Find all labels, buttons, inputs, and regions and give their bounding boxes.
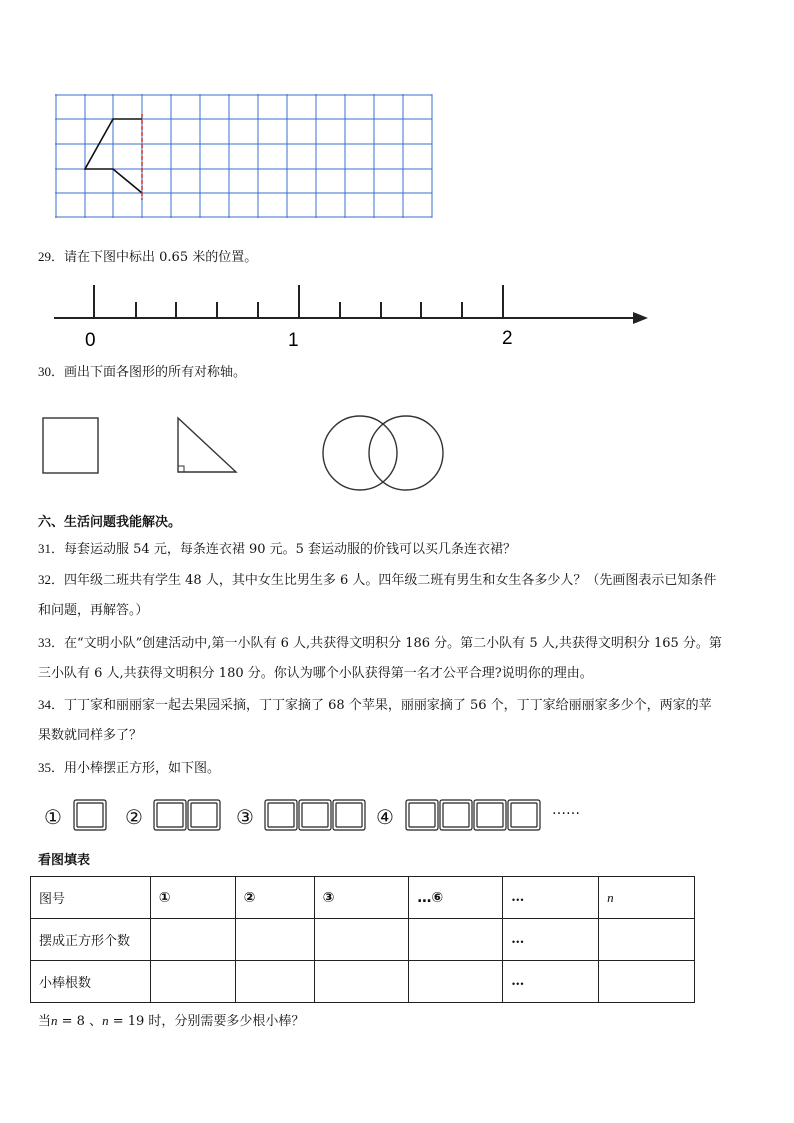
table-cell[interactable]	[150, 919, 235, 961]
numberline-label-1: 1	[288, 330, 299, 351]
grid-figure	[55, 94, 433, 218]
table-row-label: 小棒根数	[31, 961, 151, 1003]
final-question: 当n = 8 、n = 19 时，分别需要多少根小棒？	[38, 1013, 305, 1029]
table-row	[31, 877, 695, 919]
table-header-cell: ②	[235, 877, 314, 919]
table-row	[31, 919, 695, 961]
table-row	[31, 961, 695, 1003]
question-29: 29．请在下图中标出 0.65 米的位置。	[38, 249, 258, 265]
figure-3-label: ③	[236, 805, 254, 829]
question-35: 35．用小棒摆正方形，如下图。	[38, 760, 221, 776]
question-33-line2: 三小队有 6 人,共获得文明积分 180 分。你认为哪个小队获得第一名才公平合理?说明你的理由。	[38, 666, 593, 681]
table-header-cell: …	[503, 877, 599, 919]
right-triangle-shape	[178, 418, 236, 472]
table-header-cell: ①	[150, 877, 235, 919]
right-circle-shape	[369, 416, 443, 490]
table-cell[interactable]	[235, 919, 314, 961]
table-cell[interactable]	[599, 919, 695, 961]
question-34-line2: 果数就同样多了？	[38, 728, 143, 743]
question-34: 34．丁丁家和丽丽家一起去果园采摘，丁丁家摘了 68 个苹果，丽丽家摘了 56 个，丁丁家给丽丽家多少个，两家的苹	[38, 697, 712, 713]
table-cell-dots: …	[503, 919, 599, 961]
left-circle-shape	[323, 416, 397, 490]
figure-1-label: ①	[44, 805, 62, 829]
table-row-label: 摆成正方形个数	[31, 919, 151, 961]
table-cell[interactable]	[314, 961, 409, 1003]
number-line	[50, 280, 650, 350]
symmetry-shapes	[40, 412, 450, 494]
numberline-label-2: 2	[502, 328, 513, 349]
table-title: 看图填表	[38, 853, 91, 868]
table-cell[interactable]	[235, 961, 314, 1003]
question-31: 31．每套运动服 54 元，每条连衣裙 90 元。5 套运动服的价钱可以买几条连衣裙？	[38, 541, 517, 557]
question-32: 32．四年级二班共有学生 48 人，其中女生比男生多 6 人。四年级二班有男生和女生各多少人？（先画图表示已知条件	[38, 572, 717, 588]
table-cell[interactable]	[314, 919, 409, 961]
table-cell-dots: …	[503, 961, 599, 1003]
table-cell[interactable]	[409, 919, 503, 961]
question-30: 30．画出下面各图形的所有对称轴。	[38, 364, 247, 380]
table-cell[interactable]	[409, 961, 503, 1003]
table-header-cell: 图号	[31, 877, 151, 919]
stick-squares-figure	[40, 792, 600, 840]
section-6-title: 六、生活问题我能解决。	[38, 515, 182, 530]
table-header-cell: n	[599, 877, 695, 919]
question-32-line2: 和问题，再解答。）	[38, 603, 149, 618]
figure-2-label: ②	[125, 805, 143, 829]
table-cell[interactable]	[150, 961, 235, 1003]
fill-table	[30, 876, 695, 1003]
table-cell[interactable]	[599, 961, 695, 1003]
figure-ellipsis: ……	[552, 802, 580, 818]
numberline-label-0: 0	[85, 330, 96, 351]
question-33: 33．在“文明小队”创建活动中,第一小队有 6 人,共获得文明积分 186 分。第二小队有 5 人,共获得文明积分 165 分。第	[38, 635, 722, 651]
table-header-cell: …⑥	[409, 877, 503, 919]
table-header-cell: ③	[314, 877, 409, 919]
square-shape	[43, 418, 98, 473]
figure-4-label: ④	[376, 805, 394, 829]
